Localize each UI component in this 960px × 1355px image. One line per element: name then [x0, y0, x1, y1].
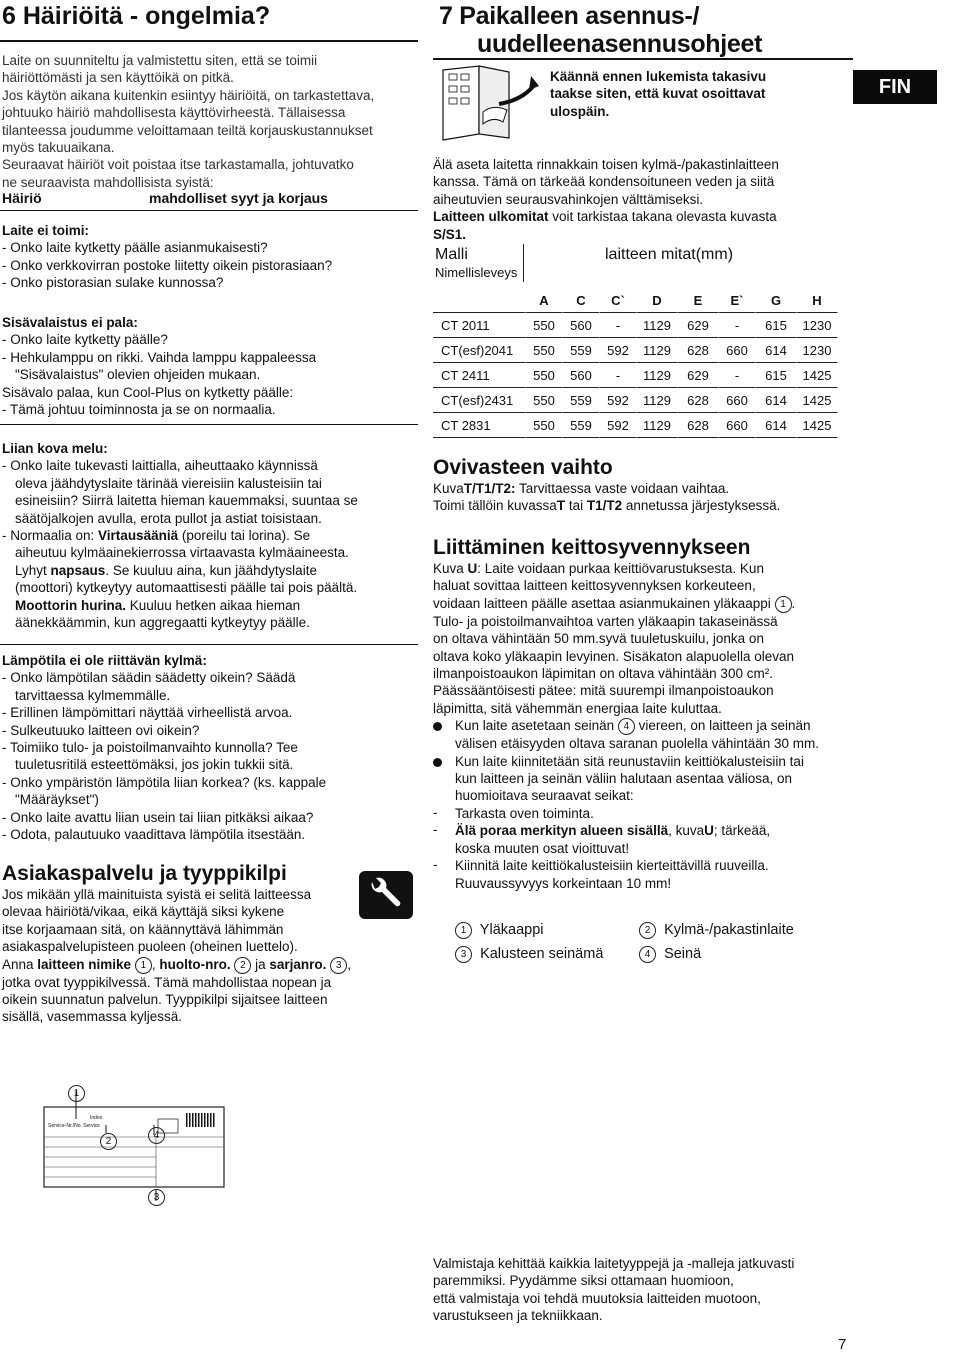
- dash-icon: -: [433, 804, 438, 820]
- text: annetussa järjestyksessä.: [622, 498, 781, 514]
- intro-line: myös takuuaikana.: [2, 140, 115, 156]
- text-line: välisen etäisyyden oltava saranan puolella vähintään 30 mm.: [455, 736, 819, 752]
- bold-text: S/S1.: [433, 226, 467, 242]
- table-header-cell: C`: [600, 288, 637, 313]
- header-causes: mahdolliset syyt ja korjaus: [149, 190, 328, 206]
- list-item: - Onko laite tukevasti laittialla, aiheuttaako käynnissä: [2, 458, 318, 474]
- bold-text: sarjanro.: [269, 956, 327, 972]
- circled-number: 4: [618, 718, 635, 735]
- table-cell: 615: [756, 313, 797, 338]
- bold-text: napsaus: [50, 562, 106, 578]
- table-cell: 614: [756, 388, 797, 413]
- table-label-dimensions: laitteen mitat(mm): [605, 246, 734, 263]
- legend-label: Kylmä-/pakastinlaite: [664, 922, 794, 938]
- list-item: äänekkäämmin, kun aggregaatti kytkeytyy päälle.: [15, 615, 310, 631]
- intro-line: tilanteessa joudumme veloittamaan teiltä korjauskustannukset: [2, 122, 373, 138]
- legend-item: [639, 922, 794, 939]
- text: Lyhyt: [15, 562, 51, 578]
- text-line: on oltava vähintään 50 mm.syvä tuuletuskuilu, jonka on: [433, 631, 764, 647]
- table-cell: 629: [678, 363, 719, 388]
- section-title: Lämpötila ei ole riittävän kylmä:: [2, 653, 207, 668]
- header-rule: [0, 210, 418, 211]
- list-item: - Sulkeutuuko laitteen ovi oikein?: [2, 722, 200, 738]
- text-line: [433, 560, 863, 577]
- legend-label: Yläkaappi: [479, 922, 544, 938]
- table-cell: 1425: [797, 363, 838, 388]
- bold-text: huolto-nro.: [159, 956, 231, 972]
- list-item: - Odota, palautuuko vaadittava lämpötila itsestään.: [2, 827, 306, 843]
- service-line: Jos mikään yllä mainituista syistä ei selitä laitteessa: [2, 887, 312, 902]
- text-line: Älä aseta laitetta rinnakkain toisen kylmä-/pakastinlaitteen: [433, 157, 779, 172]
- intro-line: häiriöttömästi ja sen käyttöikä on pitkä.: [2, 70, 234, 86]
- circled-number: 1: [775, 596, 792, 613]
- table-header-cell: H: [797, 288, 838, 313]
- dash-item: [433, 822, 863, 857]
- list-item: tuuletusritilä esteettömäksi, jos jokin tukkii sitä.: [15, 757, 294, 773]
- table-row: [433, 313, 838, 338]
- table-cell: 614: [756, 413, 797, 438]
- list-item: - Onko verkkovirran postoke liitetty oikein pistorasiaan?: [2, 257, 333, 273]
- text-line: aiheutuvien seurausvahinkojen välttämiseksi.: [433, 191, 704, 207]
- text-line: Kun laite kiinnitetään sitä reunustaviin keittiökalusteisiin tai: [455, 753, 804, 769]
- table-cell: 1129: [637, 338, 678, 363]
- text-line: koska muuten osat vioittuvat!: [455, 840, 630, 856]
- table-cell: 559: [563, 413, 600, 438]
- text: Kuva: [433, 561, 468, 576]
- table-cell: 1129: [637, 363, 678, 388]
- table-cell: 592: [600, 338, 637, 363]
- table-cell: 1425: [797, 388, 838, 413]
- legend-label: Kalusteen seinämä: [480, 946, 604, 962]
- text-line: Kiinnitä laite keittiökalusteisiin kierteittävillä ruuveilla.: [455, 858, 769, 874]
- circled-number: 2: [234, 957, 251, 974]
- legend-label: Seinä: [664, 946, 702, 962]
- text: Tarvittaessa vaste voidaan vaihtaa.: [515, 481, 730, 496]
- service-line: sisällä, vasemmassa kyljessä.: [2, 1009, 183, 1025]
- table-cell: 592: [600, 388, 637, 413]
- text: Anna: [2, 956, 38, 972]
- dash-item: [433, 857, 863, 892]
- text-line: läpimitta, sitä vähemmän energiaa laite kuluttaa.: [433, 700, 722, 716]
- table-cell: 660: [719, 388, 756, 413]
- intro-line: ne seuraavista mahdollisista syistä:: [2, 174, 214, 190]
- table-model-cell: CT 2831: [433, 413, 526, 438]
- text-line: ilmanpoistoaukon läpimitan on oltava vähintään 300 cm².: [433, 666, 773, 682]
- list-item: tarvittaessa kylmemmälle.: [15, 687, 171, 703]
- service-line: oikein suunnatun palvelun. Tyyppikilpi sijaitsee laitteen: [2, 992, 328, 1008]
- section-not-working: [2, 222, 420, 292]
- table-cell: 550: [526, 388, 563, 413]
- table-cell: 628: [678, 338, 719, 363]
- bold-text: U: [704, 823, 714, 839]
- note-line: ulospäin.: [550, 103, 610, 119]
- table-header-cell: D: [637, 288, 678, 313]
- section-6-title: 6 Häiriöitä - ongelmia?: [2, 2, 271, 30]
- section-7-title-line2: uudelleenasennusohjeet: [477, 30, 763, 58]
- table-cell: 550: [526, 338, 563, 363]
- table-cell: 1129: [637, 388, 678, 413]
- table-cell: 614: [756, 338, 797, 363]
- table-cell: 628: [678, 388, 719, 413]
- text: . Se kuuluu aina, kun jäähdytyslaite: [105, 562, 317, 578]
- circled-number: 4: [639, 946, 656, 963]
- table-model-cell: CT 2011: [433, 313, 526, 338]
- table-cell: 592: [600, 413, 637, 438]
- title-rule: [433, 58, 853, 60]
- list-item: - Toimiiko tulo- ja poistoilmanvaihto kunnolla? Tee: [2, 740, 298, 756]
- table-cell: -: [600, 363, 637, 388]
- bullet-icon: [433, 758, 442, 767]
- text: viereen, on laitteen ja seinän: [634, 718, 811, 734]
- service-line: asiakaspalvelupisteen puoleen (oheinen luettelo).: [2, 939, 298, 955]
- table-header-cell: E: [678, 288, 719, 313]
- text: (poreilu tai lorina). Se: [178, 528, 311, 544]
- bullet-item: [433, 717, 863, 752]
- section-title: Sisävalaistus ei pala:: [2, 315, 138, 330]
- dash-item: [433, 805, 863, 822]
- text-line: kanssa. Tämä on tärkeää kondensoituneen veden ja siitä: [433, 174, 775, 190]
- circled-number: 3: [330, 957, 347, 974]
- service-title: Asiakaspalvelu ja tyyppikilpi: [2, 862, 287, 885]
- section-title: Liian kova melu:: [2, 441, 108, 456]
- list-item: [2, 597, 420, 614]
- list-item: - Onko pistorasian sulake kunnossa?: [2, 275, 224, 291]
- bold-text: T1/T2: [586, 498, 623, 514]
- page-number: 7: [838, 1336, 847, 1353]
- list-item: - Hehkulamppu on rikki. Vaihda lamppu kappaleessa: [2, 349, 317, 365]
- table-cell: -: [719, 313, 756, 338]
- plate-label-4: 4: [148, 1127, 165, 1144]
- legend-item: [455, 922, 543, 939]
- list-item: - Onko lämpötilan säädin säädetty oikein? Säädä: [2, 670, 296, 686]
- list-item: [2, 562, 420, 579]
- bold-text: U: [467, 561, 478, 576]
- table-row: [433, 388, 838, 413]
- table-cell: 559: [563, 388, 600, 413]
- table-cell: 560: [563, 313, 600, 338]
- footer-line: varustukseen ja tekniikkaan.: [433, 1308, 603, 1324]
- list-item: aiheutuu kylmäainekierrossa virtaavasta kylmäaineesta.: [15, 545, 349, 561]
- circled-number: 3: [455, 946, 472, 963]
- list-item: säätöjalkojen avulla, erota pullot ja astiat toisistaan.: [15, 510, 322, 526]
- text: Kuva: [433, 481, 464, 496]
- footer-line: että valmistaja voi tehdä muutoksia laitteiden muotoon,: [433, 1290, 761, 1306]
- plate-label-3: 3: [148, 1189, 165, 1206]
- plate-service-text: Service-Nr./No. Service: [48, 1123, 100, 1129]
- text-line: [433, 822, 863, 839]
- section-title: Laite ei toimi:: [2, 223, 90, 238]
- text-line: [433, 717, 863, 735]
- list-item: - Tämä johtuu toiminnosta ja se on normaalia.: [2, 402, 276, 418]
- text: , kuva: [668, 823, 705, 839]
- column-headers: [2, 190, 420, 210]
- table-cell: 615: [756, 363, 797, 388]
- footer-note: [433, 1255, 863, 1325]
- text-line: [433, 480, 863, 497]
- legend: [455, 922, 855, 972]
- section-temperature: [2, 652, 420, 843]
- table-cell: 560: [563, 363, 600, 388]
- footer-line: Valmistaja kehittää kaikkia laitetyyppejä ja -malleja jatkuvasti: [433, 1256, 795, 1271]
- table-cell: -: [600, 313, 637, 338]
- booklet-illustration: [439, 64, 539, 144]
- text-line: Ruuvaussyvyys korkeintaan 10 mm!: [455, 875, 672, 891]
- table-label-model: Malli: [435, 246, 468, 263]
- text-line: [433, 208, 863, 225]
- turn-page-note: [550, 68, 830, 120]
- table-model-cell: CT(esf)2431: [433, 388, 526, 413]
- bold-text: Virtausääniä: [98, 528, 179, 544]
- intro-paragraph: [2, 52, 420, 191]
- table-cell: 1129: [637, 313, 678, 338]
- list-item: - Erillinen lämpömittari näyttää virheellistä arvoa.: [2, 705, 293, 721]
- table-header-cell: A: [526, 288, 563, 313]
- kitchen-title: Liittäminen keittosyvennykseen: [433, 536, 751, 559]
- text-line: [433, 497, 863, 514]
- table-header-cell: C: [563, 288, 600, 313]
- door-section: [433, 456, 863, 515]
- right-column: [433, 0, 863, 1355]
- table-cell: 628: [678, 413, 719, 438]
- dash-icon: -: [433, 857, 438, 873]
- table-label-nominal-width: Nimellisleveys: [435, 265, 518, 280]
- title-rule: [0, 40, 418, 42]
- table-row: [433, 338, 838, 363]
- text: voidaan laitteen päälle asettaa asianmukainen yläkaappi: [433, 595, 775, 611]
- intro-line: johtuuko häiriö mahdollisesta käyttövirheestä. Tällaisessa: [2, 105, 346, 121]
- table-cell: 550: [526, 313, 563, 338]
- text: Kun laite asetetaan seinän: [455, 718, 618, 734]
- list-item: esineisiin? Siirrä laitetta hieman kauemmaksi, suuntaa se: [15, 493, 358, 509]
- service-line: itse korjaamaan sitä, on käännyttävä lähimmän: [2, 921, 284, 937]
- bold-text: Laitteen ulkomitat: [433, 209, 549, 225]
- list-item: (moottori) kytkeytyy automaattisesti päälle tai pois päältä.: [15, 580, 358, 596]
- table-cell: 660: [719, 413, 756, 438]
- plate-index-text: Index: [90, 1115, 103, 1121]
- table-cell: 550: [526, 363, 563, 388]
- placement-paragraph: [433, 156, 863, 243]
- legend-item: [639, 946, 701, 963]
- list-item: oleva jäähdytyslaite tärinää viereisiin kalusteisiin tai: [15, 475, 322, 491]
- text: ja: [255, 956, 266, 972]
- table-cell: 660: [719, 338, 756, 363]
- text-line: voidaan laitteen päälle asettaa asianmukainen yläkaappi 1 .: [433, 595, 796, 611]
- table-header-cell: G: [756, 288, 797, 313]
- list-item: - Onko laite kytketty päälle asianmukaisesti?: [2, 240, 268, 256]
- table-header-row: [433, 288, 838, 313]
- note-line: Käännä ennen lukemista takasivu: [550, 69, 767, 84]
- section-light: [2, 314, 420, 418]
- text: Toimi tällöin kuvassa: [433, 498, 557, 514]
- text: : Laite voidaan purkaa keittiövarustuksesta. Kun: [477, 561, 764, 576]
- table-cell: 1230: [797, 338, 838, 363]
- bold-text: laitteen nimike: [37, 956, 132, 972]
- table-cell: 1129: [637, 413, 678, 438]
- dimensions-table: [433, 288, 838, 438]
- text: voit tarkistaa takana olevasta kuvasta: [548, 209, 777, 225]
- intro-line: Jos käytön aikana kuitenkin esiintyy häiriöitä, on tarkastettava,: [2, 87, 375, 103]
- legend-item: [455, 946, 603, 963]
- text-line: huomioitava seuraavat seikat:: [455, 788, 634, 804]
- service-line: Anna laitteen nimike 1 , huolto-nro. 2 ja sarjanro. 3 ,: [2, 956, 351, 972]
- section-rule: [0, 644, 418, 645]
- footer-line: paremmiksi. Pyydämme siksi ottamaan huomioon,: [433, 1273, 734, 1289]
- kitchen-section: [433, 536, 863, 892]
- table-cell: -: [719, 363, 756, 388]
- list-item: [2, 527, 420, 544]
- service-line: jotka ovat tyyppikilvessä. Tämä mahdollistaa nopean ja: [2, 974, 332, 990]
- wrench-icon: [358, 870, 414, 920]
- text-line: oltava koko yläkaapin levyinen. Sisäkaton alapuolella olevan: [433, 648, 794, 664]
- language-badge: FIN: [853, 70, 937, 104]
- table-model-cell: CT 2411: [433, 363, 526, 388]
- service-line: olevaa häiriötä/vikaa, eikä käyttäjä siksi kykene: [2, 904, 285, 920]
- bold-text: T: [556, 498, 566, 514]
- list-item: - Onko laite avattu liian usein tai liian pitkäksi aikaa?: [2, 809, 314, 825]
- table-cell: 1230: [797, 313, 838, 338]
- text: tai: [565, 498, 587, 514]
- table-cell: 1425: [797, 413, 838, 438]
- text-line: Tarkasta oven toiminta.: [455, 805, 594, 821]
- section-rule: [0, 424, 418, 425]
- dash-icon: -: [433, 822, 438, 838]
- list-item: Sisävalo palaa, kun Cool-Plus on kytketty päälle:: [2, 384, 294, 400]
- circled-number: 1: [135, 957, 152, 974]
- door-title: Ovivasteen vaihto: [433, 456, 613, 479]
- list-item: "Sisävalaistus" olevien ohjeiden mukaan.: [15, 367, 261, 383]
- section-7-title-line1: 7 Paikalleen asennus-/: [439, 2, 700, 30]
- table-header-cell: [433, 288, 526, 313]
- circled-number: 2: [639, 922, 656, 939]
- table-row: [433, 413, 838, 438]
- intro-line: Seuraavat häiriöt voit poistaa itse tarkastamalla, johtuvatko: [2, 157, 354, 173]
- list-item: "Määräykset"): [15, 792, 99, 808]
- bold-text: T/T1/T2:: [463, 481, 516, 496]
- text: ; tärkeää,: [713, 823, 771, 839]
- list-item: - Onko ympäristön lämpötila liian korkea? (ks. kappale: [2, 774, 327, 790]
- text-line: Päässääntöisesti pätee: mitä suurempi ilmanpoistoaukon: [433, 683, 774, 699]
- list-item: - Onko laite kytketty päälle?: [2, 332, 168, 348]
- text-line: Tulo- ja poistoilmanvaihtoa varten yläkaapin takaseinässä: [433, 613, 778, 629]
- text-line: kun laitteen ja seinän väliin halutaan asentaa väliosa, on: [455, 771, 792, 787]
- table-row: [433, 363, 838, 388]
- text: Kuuluu hetken aikaa hieman: [125, 597, 301, 613]
- bullet-item: [433, 753, 863, 805]
- section-noise: [2, 440, 420, 631]
- table-model-cell: CT(esf)2041: [433, 338, 526, 363]
- bold-text: Moottorin hurina.: [15, 597, 126, 613]
- table-cell: 550: [526, 413, 563, 438]
- bold-text: Älä poraa merkityn alueen sisällä: [455, 823, 669, 839]
- rating-plate-illustration: [36, 1085, 232, 1205]
- plate-label-1: 1: [68, 1085, 85, 1102]
- intro-line: Laite on suunniteltu ja valmistettu siten, että se toimii: [2, 53, 318, 68]
- table-cell: 559: [563, 338, 600, 363]
- text: - Normaalia on:: [2, 528, 99, 544]
- header-fault: Häiriö: [2, 190, 42, 206]
- table-header-cell: E`: [719, 288, 756, 313]
- circled-number: 1: [455, 922, 472, 939]
- text-line: haluat sovittaa laitteen keittosyvennyksen korkeuteen,: [433, 578, 756, 594]
- plate-label-2: 2: [100, 1133, 117, 1150]
- table-vert-rule: [523, 244, 524, 282]
- table-cell: 629: [678, 313, 719, 338]
- note-line: taakse siten, että kuvat osoittavat: [550, 86, 766, 102]
